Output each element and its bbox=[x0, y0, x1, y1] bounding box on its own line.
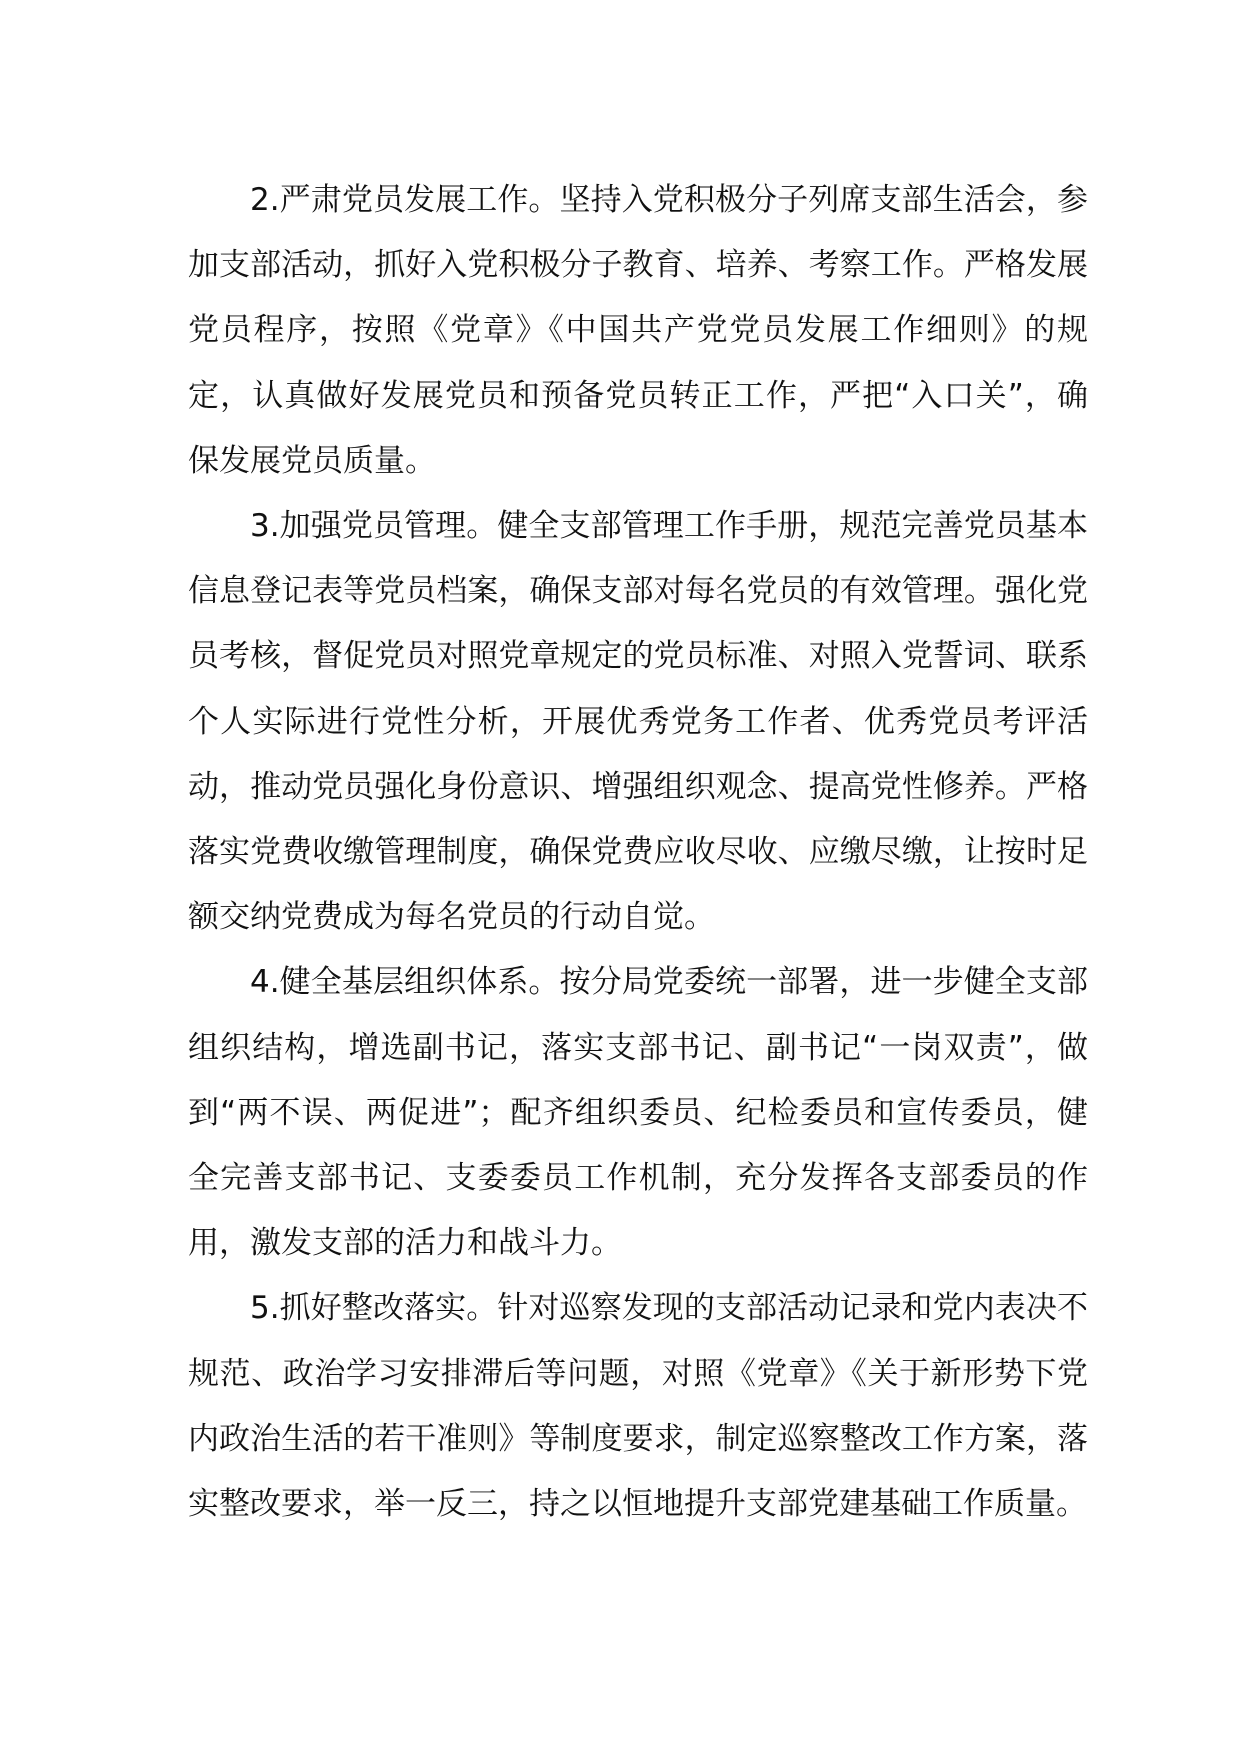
paragraph-party-member-development: 2.严肃党员发展工作。坚持入党积极分子列席支部生活会，参加支部活动，抓好入党积极分子教育、培养、考察工作。严格发展党员程序，按照《党章》《中国共产党党员发展工作细则》的规定，认真做好发展党员和预备党员转正工作，严把“入口关”，确保发展党员质量。 bbox=[188, 182, 1088, 479]
paragraph-rectification: 5.抓好整改落实。针对巡察发现的支部活动记录和党内表决不规范、政治学习安排滞后等问题，对照《党章》《关于新形势下党内政治生活的若干准则》等制度要求，制定巡察整改工作方案，落实整改要求，举一反三，持之以恒地提升支部党建基础工作质量。 bbox=[188, 1290, 1088, 1523]
paragraph-party-member-management: 3.加强党员管理。健全支部管理工作手册，规范完善党员基本信息登记表等党员档案，确保支部对每名党员的有效管理。强化党员考核，督促党员对照党章规定的党员标准、对照入党誓词、联系个人实际进行党性分析，开展优秀党务工作者、优秀党员考评活动，推动党员强化身份意识、增强组织观念、提高党性修养。严格落实党费收缴管理制度，确保党费应收尽收、应缴尽缴，让按时足额交纳党费成为每名党员的行动自觉。 bbox=[188, 508, 1088, 936]
paragraph-organization-system: 4.健全基层组织体系。按分局党委统一部署，进一步健全支部组织结构，增选副书记，落实支部书记、副书记“一岗双责”，做到“两不误、两促进”；配齐组织委员、纪检委员和宣传委员，健全完善支部书记、支委委员工作机制，充分发挥各支部委员的作用，激发支部的活力和战斗力。 bbox=[188, 964, 1088, 1262]
document-body bbox=[188, 168, 1088, 1537]
